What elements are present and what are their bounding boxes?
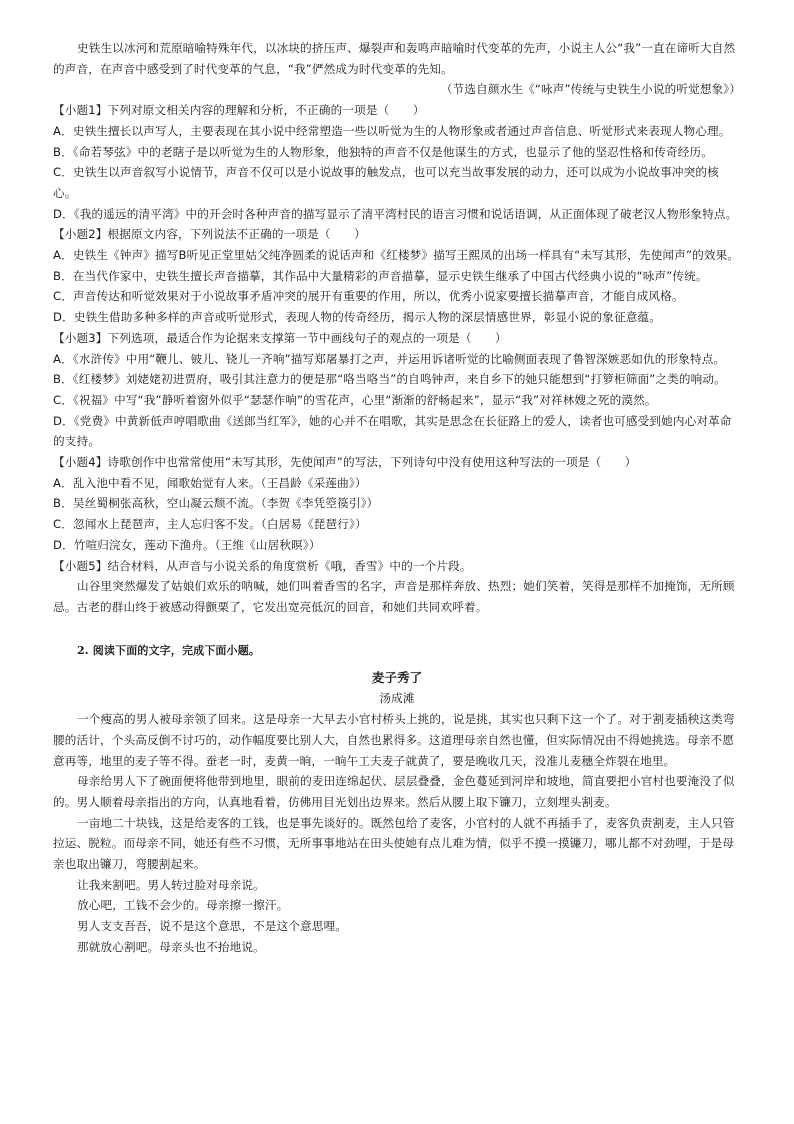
question-3-stem: 【小题3】下列选项，最适合作为论据来支撑第一节中画线句子的观点的一项是（ ） [53, 330, 507, 345]
question-2-option-b: B．在当代作家中，史铁生擅长声音描摹，其作品中大量精彩的声音描摹，显示史铁生继承了中国古代经典小说的“咏声”传统。 [53, 268, 708, 283]
question-1-stem: 【小题1】下列对原文相关内容的理解和分析，不正确的一项是（ ） [53, 103, 425, 118]
story-paragraph: 让我来割吧。男人转过脸对母亲说。 [77, 877, 265, 892]
question-3-option-d: D．《党费》中黄新低声哼唱歌曲《送郎当红军》，她的心并不在唱歌，其实是思念在长征路上的爱人，读者也可感受到她内心对革命的支持。 [53, 413, 732, 449]
section-2-heading: 2. 阅读下面的文字，完成下面小题。 [77, 643, 261, 657]
question-2-option-c: C．声音传达和听觉效果对于小说故事矛盾冲突的展开有重要的作用，所以，优秀小说家要擅长描摹声音，才能自成风格。 [53, 289, 684, 304]
story-paragraph: 一个瘦高的男人被母亲领了回来。这是母亲一大早去小官村桥头上挑的，说是挑，其实也只剩下这一个了。对于割麦插秧这类弯腰的活计，个头高反倒不讨巧的，动作幅度要比别人大，自然也累得多。这道理母亲自然也懂，但实际情况由不得她挑选。母亲不愿意再等，地里的麦子等不得。蚕老一时，麦黄一晌，一晌午工夫麦子就黄了，要是晚收几天，没准儿麦穗全炸裂在地里。 [53, 712, 735, 768]
story-author: 汤成滩 [379, 691, 415, 706]
question-3-option-b: B．《红楼梦》刘姥姥初进贾府，吸引其注意力的便是那“咯当咯当”的自鸣钟声，来自乡下的她只能想到“打箩柜筛面”之类的响动。 [53, 372, 726, 387]
story-paragraph: 一亩地二十块钱，这是给麦客的工钱，也是事先谈好的。既然包给了麦客，小官村的人就不再插手了，麦客负责割麦，主人只管拉运、脱粒。而母亲不同，她还有些不习惯，无所事事地站在田头使她有点儿难为情，似乎不摸一摸镰刀，哪儿都不对劲哩，于是母亲也取出镰刀，弯腰割起来。 [53, 815, 735, 872]
question-1-option-d: D．《我的遥远的清平湾》中的开会时各种声音的描写显示了清平湾村民的语言习惯和说话语调，从正面体现了破老汉人物形象特点。 [53, 206, 738, 221]
question-1-option-a: A．史铁生擅长以声写人，主要表现在其小说中经常塑造一些以听觉为生的人物形象或者通过声音信息、听觉形式来表现人物心理。 [53, 123, 731, 138]
question-4-option-a: A．乱入池中看不见，闻歌始觉有人来。（王昌龄《采莲曲》） [53, 475, 367, 490]
story-title: 麦子秀了 [371, 670, 423, 686]
question-4-stem: 【小题4】诗歌创作中也常常使用“未写其形，先使闻声”的写法，下列诗句中没有使用这种写法的一项是（ ） [53, 455, 637, 470]
section-spacer [53, 618, 741, 641]
question-1-option-b: B．《命若琴弦》中的老瞎子是以听觉为生的人物形象，他独特的声音不仅是他谋生的方式，也显示了他的坚忍性格和传奇经历。 [53, 144, 713, 159]
question-2-option-d: D．史铁生借助多种多样的声音或听觉形式，表现人物的传奇经历，揭示人物的深层情感世界，彰显小说的象征意蕴。 [53, 310, 662, 325]
question-3-option-c: C．《祝福》中写“我”静听着窗外似乎“瑟瑟作响”的雪花声，心里“渐渐的舒畅起来”，显示“我”对祥林嫂之死的漠然。 [53, 392, 657, 407]
passage-intro: 史铁生以冰河和荒原暗喻特殊年代，以冰块的挤压声、爆裂声和轰鸣声暗喻时代变革的先声，小说主人公“我”一直在谛听大自然的声音，在声音中感受到了时代变革的气息，“我”俨然成为时代变革的先知。 [53, 41, 736, 76]
question-4-option-c: C．忽闻水上琵琶声，主人忘归客不发。（白居易《琵琶行》） [53, 517, 367, 532]
story-paragraph: 母亲给男人下了碗面便将他带到地里，眼前的麦田连绵起伏、层层叠叠，金色蔓延到河岸和坡地，简直要把小官村也要淹没了似的。男人顺着母亲指出的方向，认真地看着，仿佛用目光划出边界来。然后从腰上取下镰刀，立刻埋头割麦。 [53, 774, 735, 809]
passage-source: （节选自颜水生《“咏声”传统与史铁生小说的听觉想象》） [440, 82, 741, 97]
question-4-option-d: D．竹喧归浣女，莲动下渔舟。（王维《山居秋暝》） [53, 537, 321, 552]
story-paragraph: 放心吧，工钱不会少的。母亲擦一擦汗。 [77, 898, 289, 913]
question-4-option-b: B．吴丝蜀桐张高秋，空山凝云颓不流。（李贺《李凭箜篌引》） [53, 496, 379, 511]
question-1-option-c: C．史铁生以声音叙写小说情节，声音不仅可以是小说故事的触发点，也可以充当故事发展的动力，还可以成为小说故事冲突的核心。 [53, 165, 719, 200]
story-paragraph: 那就放心割吧。母亲头也不抬地说。 [77, 939, 265, 954]
question-3-option-a: A．《水浒传》中用“鞭儿、铍儿、铙儿一齐响”描写郑屠暴打之声，并运用诉诸听觉的比喻侧面表现了鲁智深嫉恶如仇的形象特点。 [53, 351, 726, 366]
question-2-option-a: A．史铁生《钟声》描写B听见正堂里姑父纯净圆柔的说话声和《红楼梦》描写王熙凤的出场一样具有“未写其形，先使闻声”的效果。 [53, 248, 740, 263]
story-paragraph: 男人支支吾吾，说不是这个意思，不是这个意思哩。 [77, 919, 348, 934]
document-page [53, 38, 741, 958]
question-5-stem: 【小题5】结合材料，从声音与小说关系的角度赏析《哦，香雪》中的一个片段。 [53, 558, 472, 573]
question-2-stem: 【小题2】根据原文内容，下列说法不正确的一项是（ ） [53, 227, 366, 242]
question-5-excerpt: 山谷里突然爆发了姑娘们欢乐的呐喊，她们叫着香雪的名字，声音是那样奔放、热烈；她们笑着，笑得是那样不加掩饰，无所顾忌。古老的群山终于被感动得颤栗了，它发出宽亮低沉的回音，和她们共同欢呼着。 [53, 579, 735, 614]
